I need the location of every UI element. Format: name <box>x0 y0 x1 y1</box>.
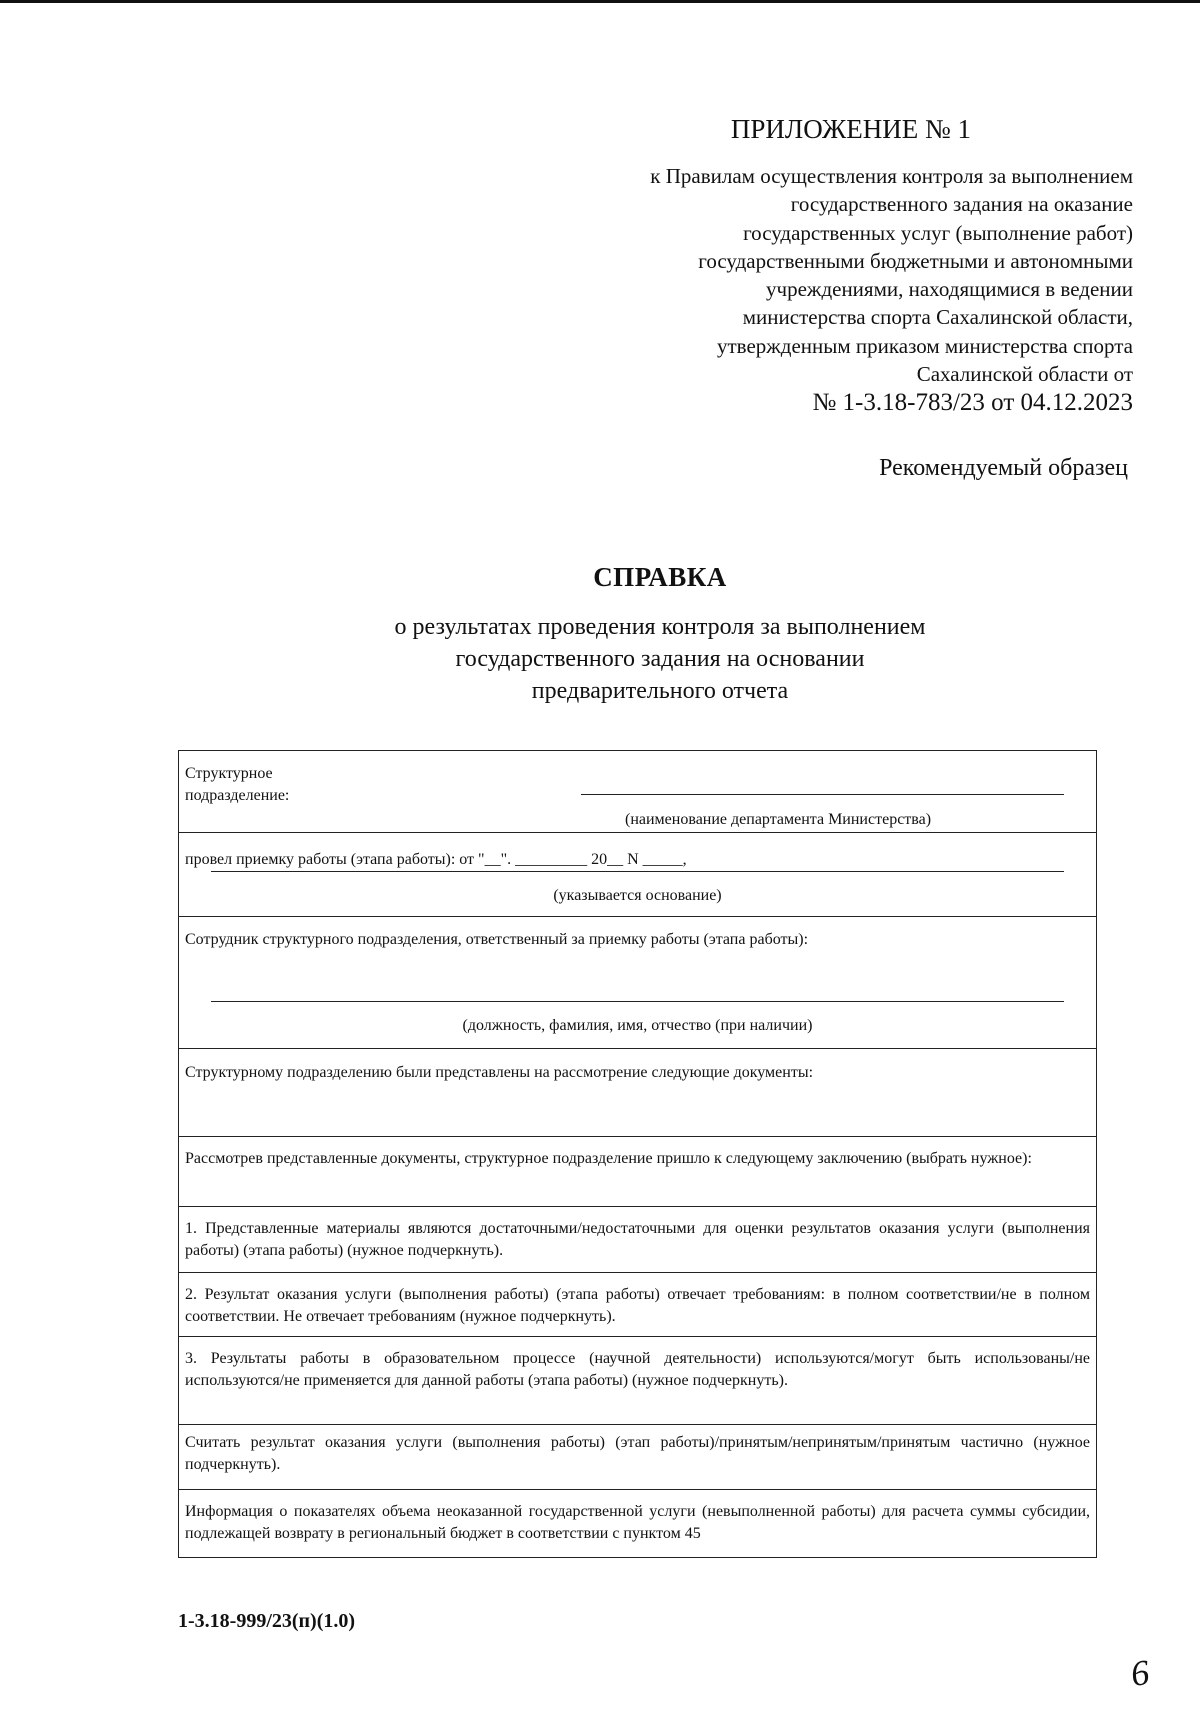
appendix-line: Сахалинской области от <box>916 362 1133 387</box>
document-title: СПРАВКА <box>593 562 727 592</box>
department-fill-line[interactable] <box>581 794 1064 795</box>
appendix-line: министерства спорта Сахалинской области, <box>742 305 1133 330</box>
employee-fill-line[interactable] <box>211 1001 1064 1002</box>
acceptance-row <box>179 833 1096 917</box>
appendix-line: к Правилам осуществления контроля за выполнением <box>650 164 1133 188</box>
basis-hint: (указывается основание) <box>553 887 722 904</box>
conclusion-item-4: Считать результат оказания услуги (выполнения работы) (этап работы)/принятым/непринятым/принятым частично (нужное подчеркнуть). <box>179 1425 1096 1490</box>
conclusion-item-1: 1. Представленные материалы являются достаточными/недостаточными для оценки результатов оказания услуги (выполнения работы) (этапа работы) (нужное подчеркнуть). <box>179 1207 1096 1273</box>
employee-hint: (должность, фамилия, имя, отчество (при наличии) <box>462 1017 813 1034</box>
documents-text: Структурному подразделению были представлены на рассмотрение следующие документы: <box>185 1064 814 1081</box>
conclusion-row: Рассмотрев представленные документы, структурное подразделение пришло к следующему заключению (выбрать нужное): <box>179 1137 1096 1207</box>
appendix-line: учреждениями, находящимися в ведении <box>766 277 1133 302</box>
sample-label: Рекомендуемый образец <box>879 455 1128 481</box>
documents-row <box>179 1049 1096 1137</box>
employee-text: Сотрудник структурного подразделения, ответственный за приемку работы (этапа работы): <box>185 931 809 948</box>
employee-row <box>179 917 1096 1049</box>
subtitle-line: предварительного отчета <box>531 678 789 704</box>
appendix-line: государственных услуг (выполнение работ) <box>743 220 1133 245</box>
department-label-line: Структурное <box>185 765 273 782</box>
appendix-line: государственными бюджетными и автономными <box>698 248 1133 273</box>
conclusion-item-2: 2. Результат оказания услуги (выполнения работы) (этапа работы) отвечает требованиям: в полном соответствии/не в полном соответствии. Не отвечает требованиям (нужное подчеркнуть). <box>179 1273 1096 1337</box>
subtitle-line: государственного задания на основании <box>455 646 865 672</box>
volume-info-row: Информация о показателях объема неоказанной государственной услуги (невыполненной работы) для расчета суммы субсидии, подлежащей возврату в региональный бюджет в соответствии с пунктом 45 <box>185 1503 1090 1542</box>
department-row <box>179 751 1096 833</box>
document-code: 1-3.18-999/23(п)(1.0) <box>178 1610 356 1632</box>
subtitle-line: о результатах проведения контроля за выполнением <box>394 614 926 640</box>
department-hint: (наименование департамента Министерства) <box>625 811 932 828</box>
department-label <box>185 763 289 807</box>
basis-fill-line[interactable] <box>211 871 1064 872</box>
appendix-line: утвержденным приказом министерства спорта <box>717 333 1133 358</box>
acceptance-text: провел приемку работы (этапа работы): от "__". _________ 20__ N _____, <box>185 851 687 868</box>
appendix-description <box>0 162 1133 388</box>
top-border-line <box>0 0 1200 3</box>
appendix-title: ПРИЛОЖЕНИЕ № 1 <box>730 114 971 144</box>
conclusion-item-3: 3. Результаты работы в образовательном процессе (научной деятельности) используются/могут быть использованы/не используются/не применяется для данной работы (этапа работы) (нужное подчеркнуть). <box>179 1337 1096 1425</box>
handwritten-page-number: 6 <box>1128 1651 1152 1695</box>
order-number: № 1-3.18-783/23 от 04.12.2023 <box>812 389 1133 416</box>
appendix-line: государственного задания на оказание <box>790 192 1133 217</box>
report-form-table <box>178 750 1097 1558</box>
document-subtitle <box>0 611 1200 707</box>
department-label-line: подразделение: <box>185 787 290 804</box>
